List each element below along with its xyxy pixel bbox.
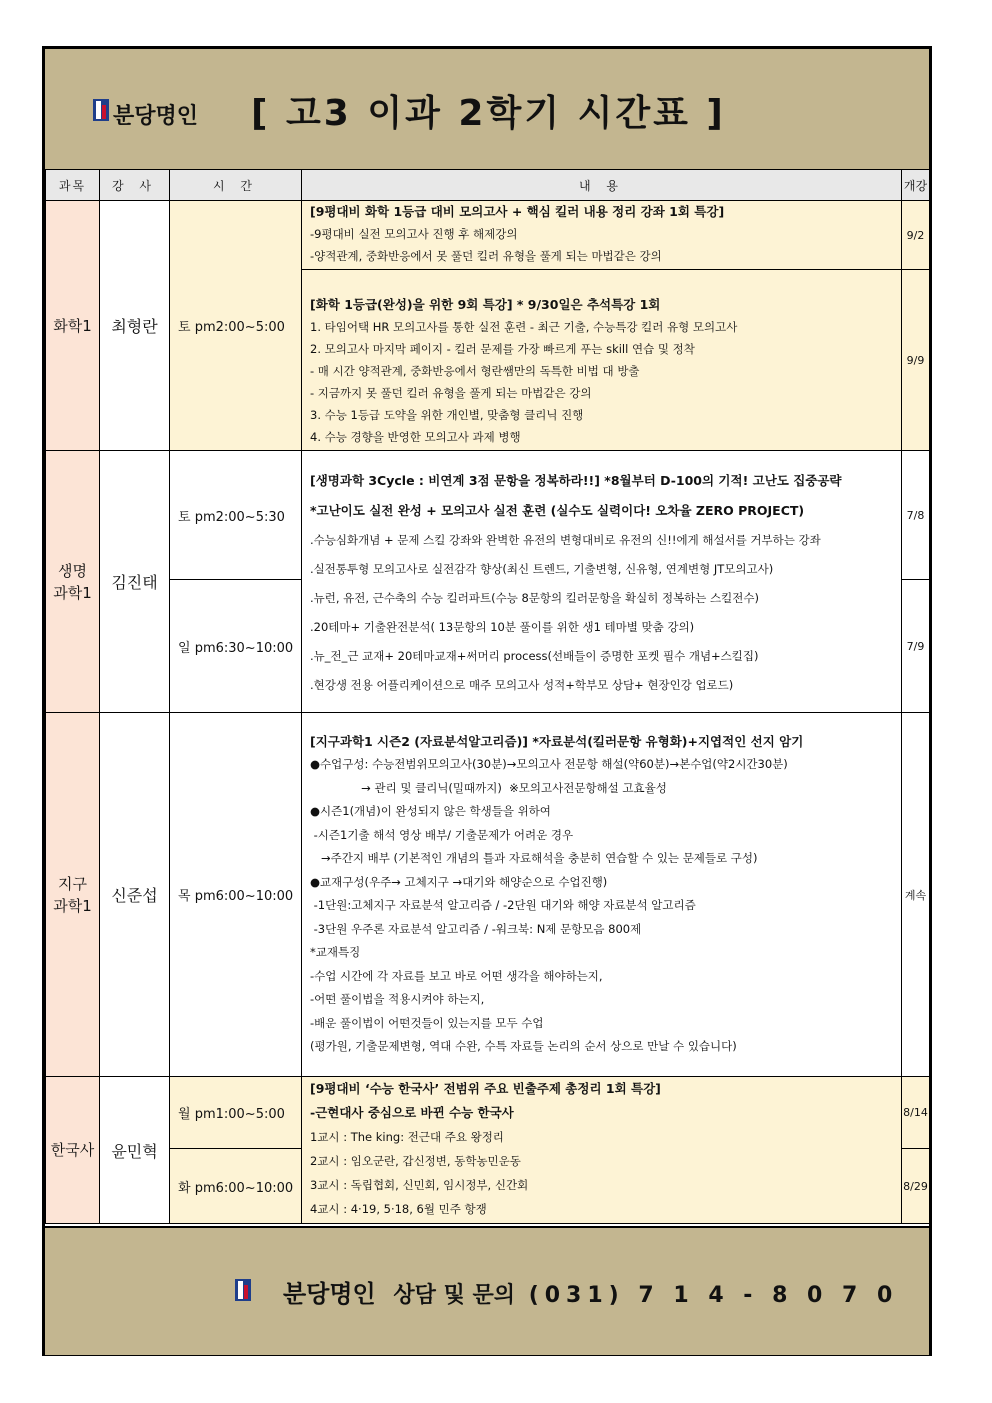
subject-biology (46, 451, 100, 713)
content-line: -1단원:고체지구 자료분석 알고리즘 / -2단원 대기와 해양 자료분석 알고리즘 (310, 898, 696, 912)
content-heading: [생명과학 3Cycle : 비연계 3점 문항을 정복하라!!] *8월부터 D-100의 기적! 고난도 집중공략 (310, 473, 842, 488)
content-line: -3단원 우주론 자료분석 알고리즘 / -워크북: N제 문항모음 800제 (310, 921, 642, 936)
content-earth (302, 713, 902, 1077)
content-heading: *고난이도 실전 완성 + 모의고사 실전 훈련 (실수도 실력이다! 오차율 ZERO PROJECT) (310, 503, 805, 518)
teacher-history: 윤민혁 (100, 1077, 170, 1224)
teacher-biology: 김진태 (100, 451, 170, 713)
contact-phone: (031) 7 1 4 - 8 0 7 0 (528, 1283, 899, 1308)
content-history (302, 1077, 902, 1224)
content-chemistry-2 (302, 270, 902, 451)
content-line: - 지금까지 못 풀던 킬러 유형을 풀게 되는 마법같은 강의 (310, 386, 592, 400)
subject-history: 한국사 (46, 1077, 100, 1224)
content-line: .현강생 전용 어플리케이션으로 매주 모의고사 성적+학부모 상담+ 현장인강 업로드) (310, 678, 734, 692)
teacher-chemistry: 최형란 (100, 201, 170, 451)
open-date: 7/9 (902, 580, 930, 713)
contact-label: 상담 및 문의 (393, 1283, 516, 1308)
col-open: 개강 (902, 170, 930, 201)
teacher-earth: 신준섭 (100, 713, 170, 1077)
subject-chemistry: 화학1 (46, 201, 100, 451)
content-line: →주간지 배부 (기본적인 개념의 틀과 자료해석을 충분히 연습할 수 있는 문제들로 구성) (310, 851, 758, 865)
header-banner (45, 49, 929, 171)
content-heading: [9평대비 ‘수능 한국사’ 전범위 주요 빈출주제 총정리 1회 특강] (310, 1081, 661, 1096)
time-history-2: 화 pm6:00~10:00 (170, 1149, 302, 1224)
content-line: -양적관계, 중화반응에서 못 풀던 킬러 유형을 풀게 되는 마법같은 강의 (310, 249, 662, 263)
content-line: 1교시 : The king: 전근대 주요 왕정리 (310, 1130, 504, 1144)
content-line: ●시즌1(개념)이 완성되지 않은 학생들을 위하여 (310, 804, 551, 818)
brand-logo-icon (235, 1279, 251, 1301)
subject-line: 생명 (58, 561, 87, 580)
content-line: (평가원, 기출문제변형, 역대 수완, 수특 자료들 논리의 순서 상으로 만날 수 있습니다) (310, 1039, 737, 1053)
content-heading: [지구과학1 시즌2 (자료분석알고리즘)] *자료분석(킬러문항 유형화)+지엽적인 선지 암기 (310, 734, 804, 749)
content-line: 4교시 : 4·19, 5·18, 6월 민주 항쟁 (310, 1202, 487, 1216)
open-date: 9/2 (902, 201, 930, 270)
brand-logo-icon (93, 99, 109, 121)
table-row (46, 713, 930, 1077)
open-date: 7/8 (902, 451, 930, 580)
open-date: 계속 (902, 713, 930, 1077)
content-line: → 관리 및 클리닉(밀때까지) ※모의고사전문항해설 고효율성 (310, 780, 667, 795)
time-biology-1: 토 pm2:00~5:30 (170, 451, 302, 580)
content-line: - 매 시간 양적관계, 중화반응에서 형란쌤만의 독특한 비법 대 방출 (310, 364, 640, 378)
time-chemistry: 토 pm2:00~5:00 (170, 201, 302, 451)
content-line: ●교재구성(우주→ 고체지구 →대기와 해양순으로 수업진행) (310, 874, 608, 889)
col-time: 시 간 (170, 170, 302, 201)
open-date: 9/9 (902, 270, 930, 451)
content-line: 3교시 : 독립협회, 신민회, 임시정부, 신간회 (310, 1178, 529, 1192)
timetable-frame (42, 46, 932, 1356)
page-title: [ 고3 이과 2학기 시간표 ] (251, 93, 726, 134)
time-earth: 목 pm6:00~10:00 (170, 713, 302, 1077)
time-history-1: 월 pm1:00~5:00 (170, 1077, 302, 1149)
content-line: -수업 시간에 각 자료를 보고 바로 어떤 생각을 해야하는지, (310, 968, 603, 983)
content-line: ●수업구성: 수능전범위모의고사(30분)→모의고사 전문항 해설(약60분)→본수업(약2시간30분) (310, 757, 788, 771)
footer-banner (45, 1226, 929, 1355)
content-line: -시즌1기출 해석 영상 배부/ 기출문제가 어려운 경우 (310, 827, 574, 842)
content-line: 2. 모의고사 마지막 페이지 - 킬러 문제를 가장 빠르게 푸는 skill 연습 및 정착 (310, 342, 695, 356)
subject-line: 과학1 (53, 583, 92, 602)
content-line: 3. 수능 1등급 도약을 위한 개인별, 맞춤형 클리닉 진행 (310, 408, 584, 422)
content-line: .뉴런, 유전, 근수축의 수능 킬러파트(수능 8문항의 킬러문항을 확실히 정복하는 스킬전수) (310, 591, 759, 605)
content-line: -9평대비 실전 모의고사 진행 후 해제강의 (310, 227, 518, 241)
content-line: .수능심화개념 + 문제 스킬 강좌와 완벽한 유전의 변형대비로 유전의 신!!에게 해설서를 거부하는 강좌 (310, 533, 821, 547)
table-row (46, 201, 930, 270)
open-date: 8/14 (902, 1077, 930, 1149)
content-heading: [9평대비 화학 1등급 대비 모의고사 + 핵심 킬러 내용 정리 강좌 1회 특강] (310, 204, 725, 219)
subject-line: 지구 (58, 874, 87, 893)
content-line: .뉴_전_근 교재+ 20테마교재+써머리 process(선배들이 증명한 포켓 필수 개념+스킬집) (310, 649, 759, 663)
content-biology (302, 451, 902, 713)
col-subject: 과목 (46, 170, 100, 201)
subject-line: 과학1 (53, 896, 92, 915)
content-line: 1. 타임어택 HR 모의고사를 통한 실전 훈련 - 최근 기출, 수능특강 킬러 유형 모의고사 (310, 320, 738, 334)
table-row (46, 451, 930, 580)
table-header-row (46, 170, 930, 201)
col-teacher: 강 사 (100, 170, 170, 201)
content-chemistry-1 (302, 201, 902, 270)
contact-text (283, 1274, 898, 1309)
content-line: *교재특징 (310, 945, 361, 959)
col-content: 내 용 (302, 170, 902, 201)
subject-earth (46, 713, 100, 1077)
content-line: 2교시 : 임오군란, 갑신정변, 동학농민운동 (310, 1154, 521, 1168)
time-biology-2: 일 pm6:30~10:00 (170, 580, 302, 713)
table-row (46, 1077, 930, 1149)
schedule-table (45, 169, 930, 1224)
content-line: .20테마+ 기출완전분석( 13문항의 10분 풀이를 위한 생1 테마별 맞춤 강의) (310, 620, 695, 634)
footer-brand: 분당명인 (283, 1280, 376, 1308)
content-line: -어떤 풀이법을 적용시켜야 하는지, (310, 992, 485, 1006)
content-subheading: -근현대사 중심으로 바뀐 수능 한국사 (310, 1105, 514, 1120)
content-line: -배운 풀이법이 어떤것들이 있는지를 모두 수업 (310, 1015, 544, 1030)
content-line: 4. 수능 경향을 반영한 모의고사 과제 병행 (310, 430, 521, 444)
content-line: .실전통투형 모의고사로 실전감각 향상(최신 트렌드, 기출변형, 신유형, 연계변형 JT모의고사) (310, 562, 774, 576)
content-heading: [화학 1등급(완성)을 위한 9회 특강] * 9/30일은 추석특강 1회 (310, 297, 661, 312)
open-date: 8/29 (902, 1149, 930, 1224)
brand-name: 분당명인 (113, 104, 199, 129)
